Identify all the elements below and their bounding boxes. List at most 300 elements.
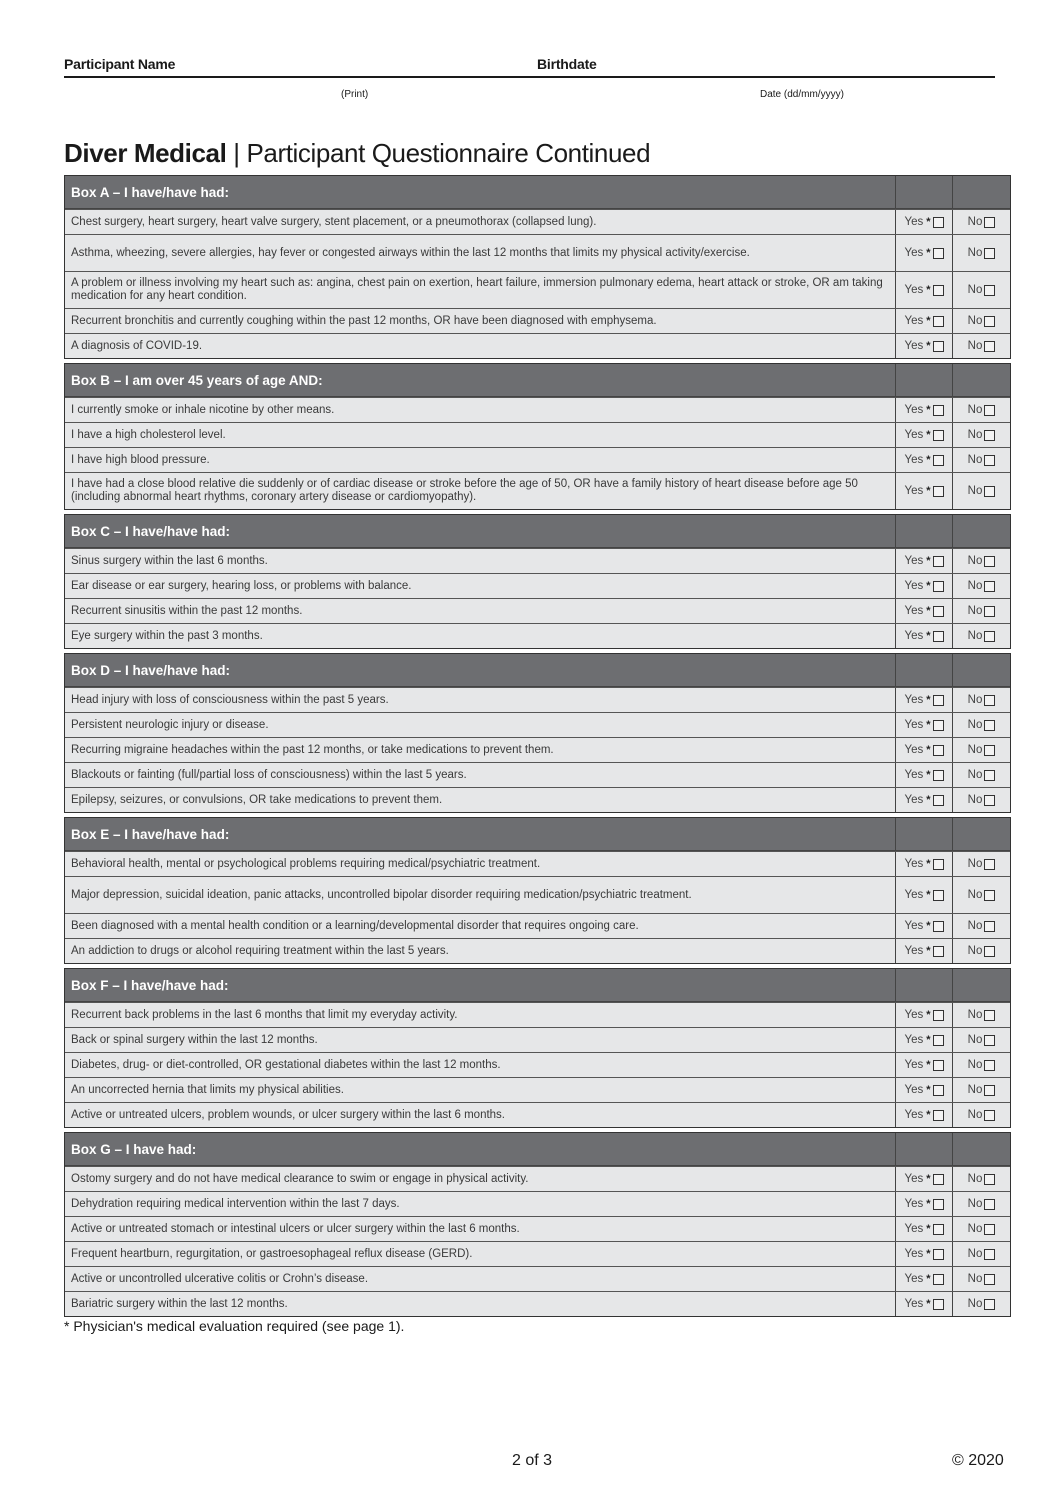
yes-option[interactable]	[896, 473, 953, 509]
no-option[interactable]	[953, 1053, 1010, 1077]
no-checkbox[interactable]	[984, 248, 995, 259]
yes-option[interactable]	[896, 1242, 953, 1266]
asterisk-icon: *	[926, 945, 931, 957]
yes-checkbox[interactable]	[933, 745, 944, 756]
no-option[interactable]	[953, 1078, 1010, 1102]
yes-checkbox[interactable]	[933, 1035, 944, 1046]
no-checkbox[interactable]	[984, 556, 995, 567]
no-option[interactable]	[953, 624, 1010, 648]
header-yes-cell	[896, 1133, 953, 1165]
question-row	[65, 712, 1010, 737]
header-yes-cell	[896, 515, 953, 547]
yes-label: Yes	[904, 284, 924, 296]
yes-checkbox[interactable]	[933, 890, 944, 901]
yes-option[interactable]	[896, 599, 953, 623]
no-option[interactable]	[953, 473, 1010, 509]
question-row	[65, 687, 1010, 712]
no-option[interactable]	[953, 423, 1010, 447]
date-format-hint: Date (dd/mm/yyyy)	[760, 89, 844, 100]
question-row	[65, 737, 1010, 762]
no-checkbox[interactable]	[984, 1035, 995, 1046]
yes-option[interactable]	[896, 914, 953, 938]
no-option[interactable]	[953, 688, 1010, 712]
asterisk-icon: *	[926, 920, 931, 932]
yes-option[interactable]	[896, 1003, 953, 1027]
question-row	[65, 1166, 1010, 1191]
asterisk-icon: *	[926, 555, 931, 567]
question-text: Frequent heartburn, regurgitation, or gastroesophageal reflux disease (GERD).	[65, 1242, 896, 1266]
no-label: No	[967, 1109, 983, 1121]
yes-option[interactable]	[896, 624, 953, 648]
yes-option[interactable]	[896, 448, 953, 472]
no-option[interactable]	[953, 574, 1010, 598]
no-checkbox[interactable]	[984, 341, 995, 352]
no-label: No	[967, 1223, 983, 1235]
birthdate-label: Birthdate	[537, 56, 597, 72]
no-label: No	[967, 605, 983, 617]
yes-label: Yes	[904, 429, 924, 441]
no-label: No	[967, 1059, 983, 1071]
asterisk-icon: *	[926, 485, 931, 497]
yes-checkbox[interactable]	[933, 1274, 944, 1285]
box-header	[65, 1133, 1010, 1166]
no-checkbox[interactable]	[984, 695, 995, 706]
yes-label: Yes	[904, 315, 924, 327]
yes-checkbox[interactable]	[933, 946, 944, 957]
no-checkbox[interactable]	[984, 1199, 995, 1210]
yes-option[interactable]	[896, 272, 953, 308]
box-heading: Box A – I have/have had:	[65, 176, 896, 208]
question-row	[65, 1291, 1010, 1316]
box-g	[64, 1132, 1011, 1317]
yes-option[interactable]	[896, 1053, 953, 1077]
question-row	[65, 851, 1010, 876]
box-header	[65, 654, 1010, 687]
no-option[interactable]	[953, 877, 1010, 913]
question-row	[65, 1241, 1010, 1266]
yes-label: Yes	[904, 580, 924, 592]
yes-label: Yes	[904, 630, 924, 642]
questionnaire-boxes	[64, 175, 1011, 1321]
yes-checkbox[interactable]	[933, 341, 944, 352]
no-checkbox[interactable]	[984, 745, 995, 756]
no-option[interactable]	[953, 398, 1010, 422]
no-label: No	[967, 719, 983, 731]
asterisk-icon: *	[926, 1059, 931, 1071]
print-hint: (Print)	[341, 89, 369, 100]
no-label: No	[967, 1248, 983, 1260]
yes-checkbox[interactable]	[933, 248, 944, 259]
question-text: A diagnosis of COVID-19.	[65, 334, 896, 358]
yes-label: Yes	[904, 454, 924, 466]
header-yes-cell	[896, 818, 953, 850]
yes-label: Yes	[904, 1248, 924, 1260]
question-text: Bariatric surgery within the last 12 months.	[65, 1292, 896, 1316]
participant-fields-line	[64, 54, 995, 78]
no-checkbox[interactable]	[984, 455, 995, 466]
no-option[interactable]	[953, 1267, 1010, 1291]
asterisk-icon: *	[926, 454, 931, 466]
asterisk-icon: *	[926, 1173, 931, 1185]
asterisk-icon: *	[926, 1034, 931, 1046]
no-checkbox[interactable]	[984, 405, 995, 416]
yes-checkbox[interactable]	[933, 556, 944, 567]
yes-option[interactable]	[896, 763, 953, 787]
no-option[interactable]	[953, 713, 1010, 737]
no-label: No	[967, 555, 983, 567]
yes-label: Yes	[904, 216, 924, 228]
yes-label: Yes	[904, 1034, 924, 1046]
yes-label: Yes	[904, 485, 924, 497]
no-checkbox[interactable]	[984, 1010, 995, 1021]
no-label: No	[967, 1273, 983, 1285]
no-checkbox[interactable]	[984, 890, 995, 901]
no-checkbox[interactable]	[984, 217, 995, 228]
asterisk-icon: *	[926, 340, 931, 352]
no-label: No	[967, 216, 983, 228]
question-text: Major depression, suicidal ideation, panic attacks, uncontrolled bipolar disorder requiring medication/psychiatric treatment.	[65, 877, 896, 913]
asterisk-icon: *	[926, 1009, 931, 1021]
question-text: A problem or illness involving my heart such as: angina, chest pain on exertion, heart failure, immersion pulmonary edema, heart attack or stroke, OR am taking medication for any heart condition.	[65, 272, 896, 308]
no-option[interactable]	[953, 852, 1010, 876]
asterisk-icon: *	[926, 404, 931, 416]
no-label: No	[967, 454, 983, 466]
no-checkbox[interactable]	[984, 720, 995, 731]
yes-option[interactable]	[896, 398, 953, 422]
no-label: No	[967, 485, 983, 497]
question-row	[65, 209, 1010, 234]
question-text: Back or spinal surgery within the last 12 months.	[65, 1028, 896, 1052]
yes-option[interactable]	[896, 235, 953, 271]
yes-checkbox[interactable]	[933, 1110, 944, 1121]
yes-option[interactable]	[896, 688, 953, 712]
no-label: No	[967, 284, 983, 296]
yes-option[interactable]	[896, 1267, 953, 1291]
yes-checkbox[interactable]	[933, 1299, 944, 1310]
no-option[interactable]	[953, 788, 1010, 812]
yes-option[interactable]	[896, 788, 953, 812]
yes-checkbox[interactable]	[933, 1010, 944, 1021]
box-heading: Box B – I am over 45 years of age AND:	[65, 364, 896, 396]
no-option[interactable]	[953, 309, 1010, 333]
header-no-cell	[953, 969, 1010, 1001]
box-heading: Box D – I have/have had:	[65, 654, 896, 686]
yes-label: Yes	[904, 889, 924, 901]
question-text: Blackouts or fainting (full/partial loss of consciousness) within the last 5 years.	[65, 763, 896, 787]
copyright: © 2020	[952, 1452, 1004, 1469]
no-checkbox[interactable]	[984, 795, 995, 806]
question-row	[65, 548, 1010, 573]
yes-option[interactable]	[896, 738, 953, 762]
title-rest: Participant Questionnaire Continued	[246, 138, 651, 168]
no-option[interactable]	[953, 1217, 1010, 1241]
yes-label: Yes	[904, 1223, 924, 1235]
question-text: Diabetes, drug- or diet-controlled, OR gestational diabetes within the last 12 months.	[65, 1053, 896, 1077]
question-row	[65, 234, 1010, 271]
no-checkbox[interactable]	[984, 1110, 995, 1121]
question-row	[65, 397, 1010, 422]
title-bold: Diver Medical	[64, 138, 227, 168]
yes-option[interactable]	[896, 1167, 953, 1191]
question-row	[65, 447, 1010, 472]
no-label: No	[967, 630, 983, 642]
question-text: Recurrent bronchitis and currently coughing within the past 12 months, OR have been diagnosed with emphysema.	[65, 309, 896, 333]
yes-option[interactable]	[896, 574, 953, 598]
yes-option[interactable]	[896, 877, 953, 913]
question-row	[65, 1052, 1010, 1077]
question-row	[65, 333, 1010, 358]
header-yes-cell	[896, 176, 953, 208]
no-checkbox[interactable]	[984, 1085, 995, 1096]
yes-label: Yes	[904, 247, 924, 259]
yes-checkbox[interactable]	[933, 770, 944, 781]
question-text: Ostomy surgery and do not have medical clearance to swim or engage in physical activity.	[65, 1167, 896, 1191]
yes-checkbox[interactable]	[933, 695, 944, 706]
header-no-cell	[953, 1133, 1010, 1165]
question-row	[65, 573, 1010, 598]
header-yes-cell	[896, 654, 953, 686]
no-label: No	[967, 744, 983, 756]
asterisk-icon: *	[926, 744, 931, 756]
yes-checkbox[interactable]	[933, 1060, 944, 1071]
no-checkbox[interactable]	[984, 1274, 995, 1285]
no-label: No	[967, 340, 983, 352]
no-checkbox[interactable]	[984, 1249, 995, 1260]
question-row	[65, 1216, 1010, 1241]
yes-option[interactable]	[896, 1192, 953, 1216]
question-text: An uncorrected hernia that limits my physical abilities.	[65, 1078, 896, 1102]
yes-option[interactable]	[896, 210, 953, 234]
no-label: No	[967, 1198, 983, 1210]
no-checkbox[interactable]	[984, 316, 995, 327]
question-text: Chest surgery, heart surgery, heart valve surgery, stent placement, or a pneumothorax (collapsed lung).	[65, 210, 896, 234]
yes-checkbox[interactable]	[933, 405, 944, 416]
no-label: No	[967, 794, 983, 806]
question-row	[65, 1027, 1010, 1052]
no-option[interactable]	[953, 272, 1010, 308]
question-text: I have high blood pressure.	[65, 448, 896, 472]
no-checkbox[interactable]	[984, 631, 995, 642]
question-text: Ear disease or ear surgery, hearing loss, or problems with balance.	[65, 574, 896, 598]
yes-label: Yes	[904, 1059, 924, 1071]
no-option[interactable]	[953, 549, 1010, 573]
asterisk-icon: *	[926, 1198, 931, 1210]
no-option[interactable]	[953, 599, 1010, 623]
yes-option[interactable]	[896, 713, 953, 737]
question-text: Persistent neurologic injury or disease.	[65, 713, 896, 737]
no-checkbox[interactable]	[984, 1174, 995, 1185]
yes-checkbox[interactable]	[933, 455, 944, 466]
yes-label: Yes	[904, 1198, 924, 1210]
question-row	[65, 1102, 1010, 1127]
no-option[interactable]	[953, 1192, 1010, 1216]
question-row	[65, 762, 1010, 787]
question-text: Recurrent back problems in the last 6 months that limit my everyday activity.	[65, 1003, 896, 1027]
question-text: Epilepsy, seizures, or convulsions, OR take medications to prevent them.	[65, 788, 896, 812]
no-checkbox[interactable]	[984, 1299, 995, 1310]
question-text: Been diagnosed with a mental health condition or a learning/developmental disorder that requires ongoing care.	[65, 914, 896, 938]
yes-checkbox[interactable]	[933, 921, 944, 932]
question-row	[65, 938, 1010, 963]
box-heading: Box F – I have/have had:	[65, 969, 896, 1001]
asterisk-icon: *	[926, 889, 931, 901]
no-checkbox[interactable]	[984, 921, 995, 932]
yes-checkbox[interactable]	[933, 316, 944, 327]
question-row	[65, 1266, 1010, 1291]
yes-label: Yes	[904, 1298, 924, 1310]
yes-label: Yes	[904, 1109, 924, 1121]
yes-label: Yes	[904, 1273, 924, 1285]
header-no-cell	[953, 176, 1010, 208]
yes-label: Yes	[904, 555, 924, 567]
no-option[interactable]	[953, 210, 1010, 234]
footnote: * Physician's medical evaluation required (see page 1).	[64, 1318, 405, 1334]
yes-option[interactable]	[896, 1217, 953, 1241]
question-row	[65, 308, 1010, 333]
no-option[interactable]	[953, 448, 1010, 472]
yes-option[interactable]	[896, 334, 953, 358]
yes-checkbox[interactable]	[933, 795, 944, 806]
yes-checkbox[interactable]	[933, 217, 944, 228]
no-checkbox[interactable]	[984, 430, 995, 441]
asterisk-icon: *	[926, 247, 931, 259]
asterisk-icon: *	[926, 429, 931, 441]
question-row	[65, 913, 1010, 938]
yes-checkbox[interactable]	[933, 486, 944, 497]
question-text: Active or untreated stomach or intestinal ulcers or ulcer surgery within the last 6 months.	[65, 1217, 896, 1241]
yes-label: Yes	[904, 340, 924, 352]
yes-checkbox[interactable]	[933, 581, 944, 592]
yes-option[interactable]	[896, 1028, 953, 1052]
box-header	[65, 515, 1010, 548]
header-no-cell	[953, 818, 1010, 850]
yes-option[interactable]	[896, 1103, 953, 1127]
question-row	[65, 787, 1010, 812]
asterisk-icon: *	[926, 605, 931, 617]
question-text: I currently smoke or inhale nicotine by other means.	[65, 398, 896, 422]
box-header	[65, 969, 1010, 1002]
no-option[interactable]	[953, 763, 1010, 787]
no-option[interactable]	[953, 738, 1010, 762]
yes-checkbox[interactable]	[933, 1174, 944, 1185]
asterisk-icon: *	[926, 1109, 931, 1121]
yes-label: Yes	[904, 769, 924, 781]
no-option[interactable]	[953, 939, 1010, 963]
yes-checkbox[interactable]	[933, 1199, 944, 1210]
asterisk-icon: *	[926, 858, 931, 870]
yes-checkbox[interactable]	[933, 606, 944, 617]
asterisk-icon: *	[926, 719, 931, 731]
asterisk-icon: *	[926, 1248, 931, 1260]
no-label: No	[967, 1173, 983, 1185]
question-row	[65, 598, 1010, 623]
question-row	[65, 422, 1010, 447]
yes-option[interactable]	[896, 1292, 953, 1316]
no-label: No	[967, 315, 983, 327]
yes-option[interactable]	[896, 423, 953, 447]
no-label: No	[967, 694, 983, 706]
no-option[interactable]	[953, 914, 1010, 938]
header-no-cell	[953, 515, 1010, 547]
asterisk-icon: *	[926, 315, 931, 327]
box-f	[64, 968, 1011, 1128]
no-option[interactable]	[953, 1167, 1010, 1191]
yes-checkbox[interactable]	[933, 631, 944, 642]
no-checkbox[interactable]	[984, 581, 995, 592]
no-label: No	[967, 889, 983, 901]
title-separator: |	[226, 138, 247, 168]
yes-checkbox[interactable]	[933, 1249, 944, 1260]
no-label: No	[967, 858, 983, 870]
yes-label: Yes	[904, 404, 924, 416]
box-e	[64, 817, 1011, 964]
box-header	[65, 818, 1010, 851]
no-checkbox[interactable]	[984, 285, 995, 296]
no-checkbox[interactable]	[984, 859, 995, 870]
asterisk-icon: *	[926, 794, 931, 806]
no-checkbox[interactable]	[984, 946, 995, 957]
box-c	[64, 514, 1011, 649]
yes-checkbox[interactable]	[933, 285, 944, 296]
yes-option[interactable]	[896, 1078, 953, 1102]
yes-label: Yes	[904, 1084, 924, 1096]
question-text: Active or untreated ulcers, problem wounds, or ulcer surgery within the last 6 months.	[65, 1103, 896, 1127]
yes-checkbox[interactable]	[933, 859, 944, 870]
question-row	[65, 876, 1010, 913]
yes-option[interactable]	[896, 549, 953, 573]
no-checkbox[interactable]	[984, 486, 995, 497]
no-checkbox[interactable]	[984, 606, 995, 617]
no-option[interactable]	[953, 1003, 1010, 1027]
no-checkbox[interactable]	[984, 1224, 995, 1235]
no-checkbox[interactable]	[984, 770, 995, 781]
question-row	[65, 1002, 1010, 1027]
no-option[interactable]	[953, 1028, 1010, 1052]
yes-option[interactable]	[896, 939, 953, 963]
asterisk-icon: *	[926, 769, 931, 781]
yes-checkbox[interactable]	[933, 1224, 944, 1235]
asterisk-icon: *	[926, 694, 931, 706]
question-row	[65, 1191, 1010, 1216]
no-option[interactable]	[953, 235, 1010, 271]
asterisk-icon: *	[926, 580, 931, 592]
page-number: 2 of 3	[512, 1452, 553, 1469]
yes-label: Yes	[904, 605, 924, 617]
asterisk-icon: *	[926, 1223, 931, 1235]
no-checkbox[interactable]	[984, 1060, 995, 1071]
box-heading: Box C – I have/have had:	[65, 515, 896, 547]
no-option[interactable]	[953, 1242, 1010, 1266]
no-option[interactable]	[953, 334, 1010, 358]
question-text: I have had a close blood relative die suddenly or of cardiac disease or stroke before the age of 50, OR have a family history of heart disease before age 50 (including abnormal heart rhythms, coronary artery disease or cardiomyopathy).	[65, 473, 896, 509]
question-text: Recurrent sinusitis within the past 12 months.	[65, 599, 896, 623]
yes-option[interactable]	[896, 309, 953, 333]
no-option[interactable]	[953, 1292, 1010, 1316]
question-row	[65, 472, 1010, 509]
yes-label: Yes	[904, 794, 924, 806]
yes-checkbox[interactable]	[933, 1085, 944, 1096]
yes-checkbox[interactable]	[933, 720, 944, 731]
no-label: No	[967, 247, 983, 259]
no-label: No	[967, 945, 983, 957]
question-row	[65, 623, 1010, 648]
asterisk-icon: *	[926, 284, 931, 296]
yes-label: Yes	[904, 694, 924, 706]
yes-checkbox[interactable]	[933, 430, 944, 441]
header-no-cell	[953, 364, 1010, 396]
yes-option[interactable]	[896, 852, 953, 876]
no-option[interactable]	[953, 1103, 1010, 1127]
